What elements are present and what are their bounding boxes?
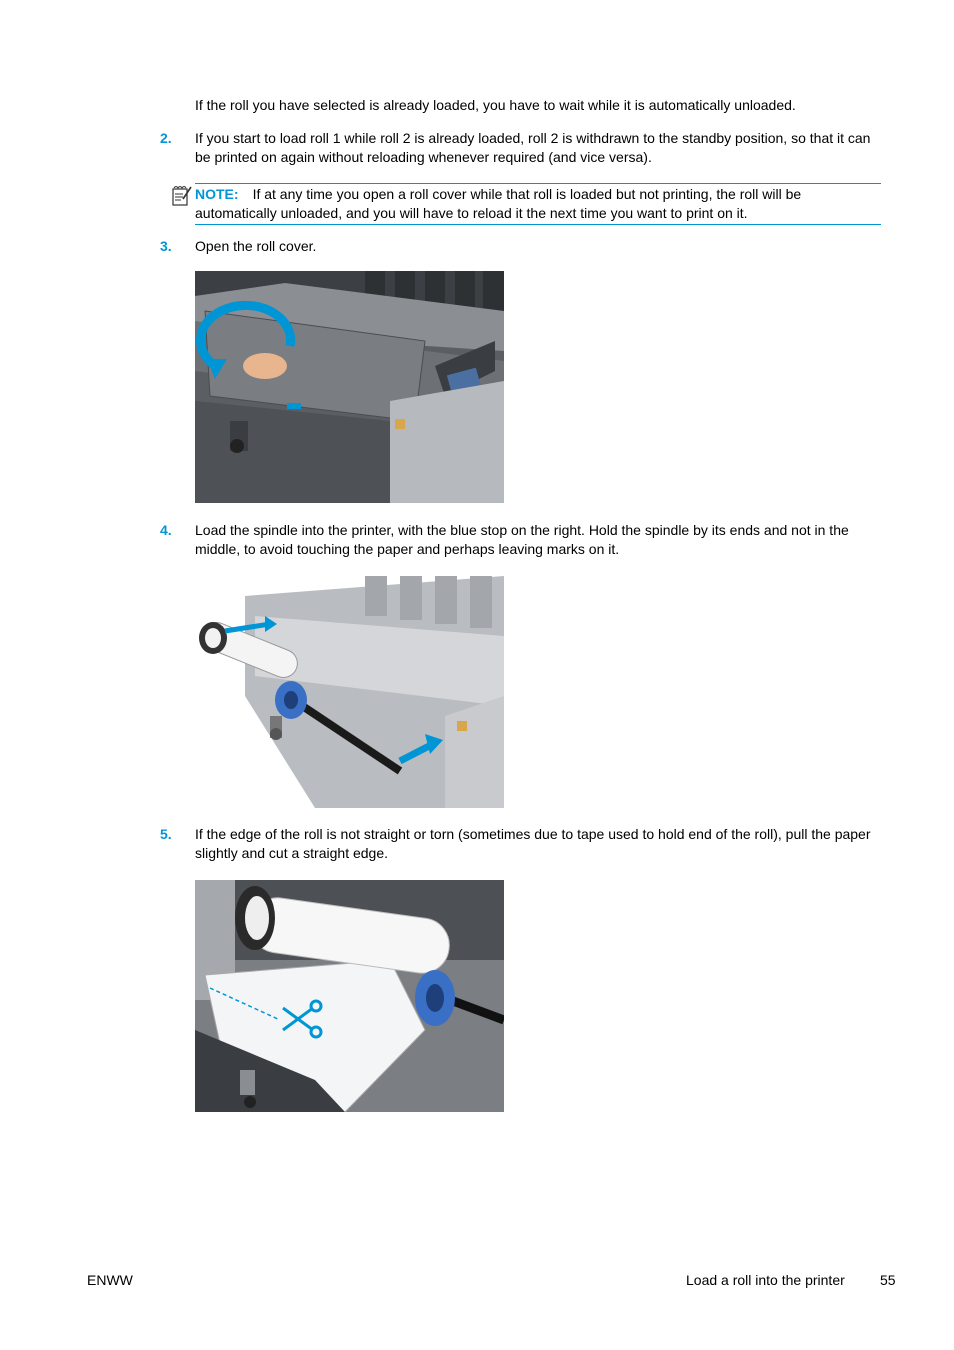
step-3-number: 3. xyxy=(160,238,172,254)
figure-cut-edge xyxy=(195,880,504,1112)
intro-paragraph: If the roll you have selected is already loaded, you have to wait while it is automatically unloaded. xyxy=(195,97,796,113)
step-2-number: 2. xyxy=(160,130,172,146)
footer-section-title: Load a roll into the printer xyxy=(686,1272,845,1288)
step-3-text: Open the roll cover. xyxy=(195,238,317,254)
step-4-number: 4. xyxy=(160,522,172,538)
footer-left: ENWW xyxy=(87,1272,133,1288)
note-box xyxy=(195,183,881,225)
page-number: 55 xyxy=(880,1272,896,1288)
note-label: NOTE: xyxy=(195,186,239,202)
figure-load-spindle xyxy=(195,576,504,808)
step-4-text: Load the spindle into the printer, with the blue stop on the right. Hold the spindle by its ends and not in the middle, to avoid touching the paper and perhaps leaving marks on it. xyxy=(195,522,849,557)
step-5-number: 5. xyxy=(160,826,172,842)
step-5-text: If the edge of the roll is not straight or torn (sometimes due to tape used to hold end of the roll), pull the paper slightly and cut a straight edge. xyxy=(195,826,871,861)
step-2-text: If you start to load roll 1 while roll 2 is already loaded, roll 2 is withdrawn to the standby position, so that it can be printed on again without reloading whenever required (and vice versa). xyxy=(195,130,871,165)
figure-open-roll-cover xyxy=(195,271,504,503)
note-text: If at any time you open a roll cover while that roll is loaded but not printing, the roll will be automatically unloaded, and you will have to reload it the next time you want to print on it. xyxy=(195,186,802,221)
note-icon xyxy=(171,185,193,207)
